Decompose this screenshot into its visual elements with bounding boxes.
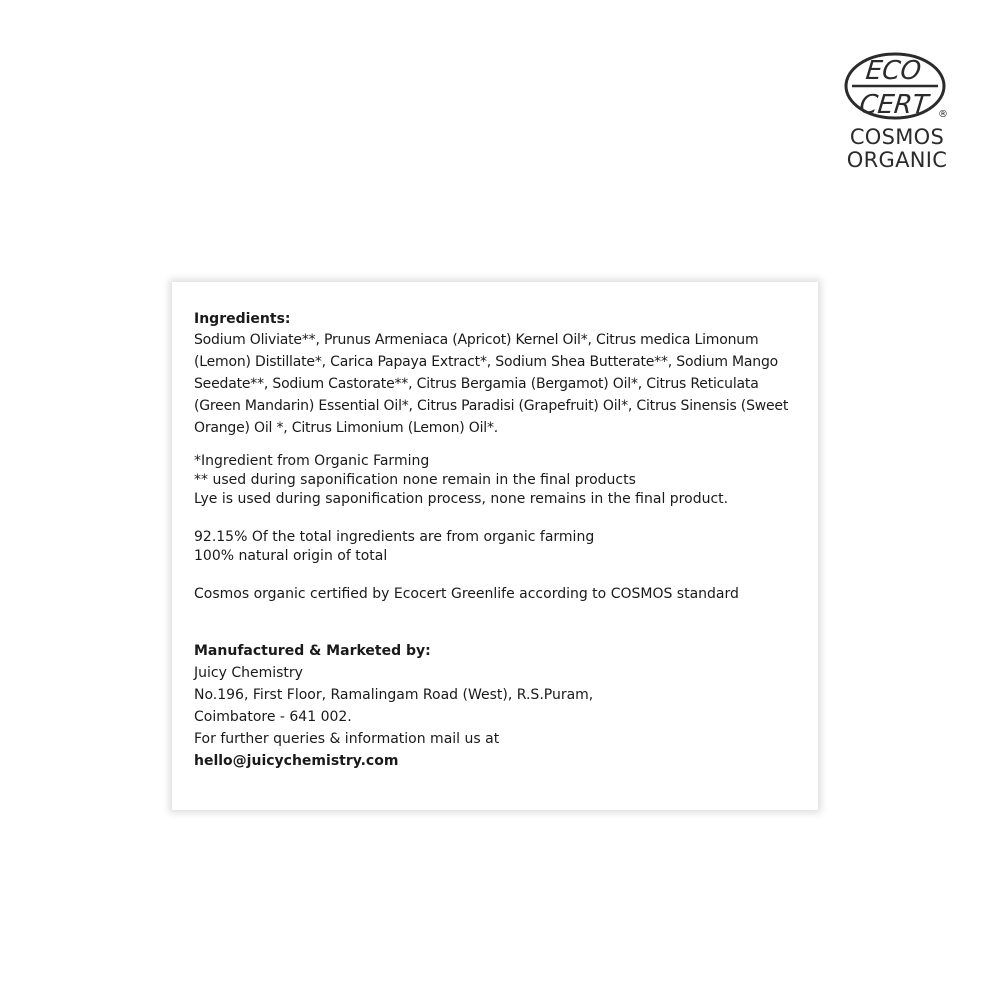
manufacturer-block <box>194 640 806 772</box>
footnote-saponification: ** used during saponification none remain in the final products <box>194 472 636 488</box>
contact-email: hello@juicychemistry.com <box>194 753 399 769</box>
ecocert-logo-top-text: ECO <box>864 56 923 86</box>
badge-cosmos-text: COSMOS <box>849 125 945 149</box>
footnotes <box>194 452 806 509</box>
address-line-2: Coimbatore - 641 002. <box>194 709 352 725</box>
stat-natural-origin: 100% natural origin of total <box>194 548 388 564</box>
registered-mark: ® <box>938 109 948 120</box>
ecocert-logo-icon <box>842 46 952 124</box>
certification-statement: Cosmos organic certified by Ecocert Greenlife according to COSMOS standard <box>194 586 739 602</box>
label-content <box>194 309 806 772</box>
ecocert-logo-bottom-text: CERT <box>857 90 930 120</box>
address-line-1: No.196, First Floor, Ramalingam Road (West), R.S.Puram, <box>194 687 594 703</box>
footnote-lye: Lye is used during saponification process, none remains in the final product. <box>194 491 729 507</box>
queries-text: For further queries & information mail us at <box>194 731 500 747</box>
ecocert-badge <box>842 46 952 170</box>
manufacturer-heading: Manufactured & Marketed by: <box>194 643 431 659</box>
badge-organic-text: ORGANIC <box>846 148 948 172</box>
organic-stats <box>194 528 806 566</box>
ingredients-heading: Ingredients: <box>194 311 291 327</box>
ingredients-list: Sodium Oliviate**, Prunus Armeniaca (Apricot) Kernel Oil*, Citrus medica Limonum (Lemon) Distillate*, Carica Papaya Extract*, Sodium Shea Butterate**, Sodium Mango Seedate**, Sodium Castorate**, Citrus Bergamia (Bergamot) Oil*, Citrus Reticulata (Green Mandarin) Essential Oil*, Citrus Paradisi (Grapefruit) Oil*, Citrus Sinensis (Sweet Orange) Oil *, Citrus Limonium (Lemon) Oil*. <box>194 332 789 436</box>
footnote-organic: *Ingredient from Organic Farming <box>194 453 430 469</box>
stat-organic-percent: 92.15% Of the total ingredients are from organic farming <box>194 529 595 545</box>
product-label-card <box>172 282 818 810</box>
manufacturer-name: Juicy Chemistry <box>194 665 303 681</box>
